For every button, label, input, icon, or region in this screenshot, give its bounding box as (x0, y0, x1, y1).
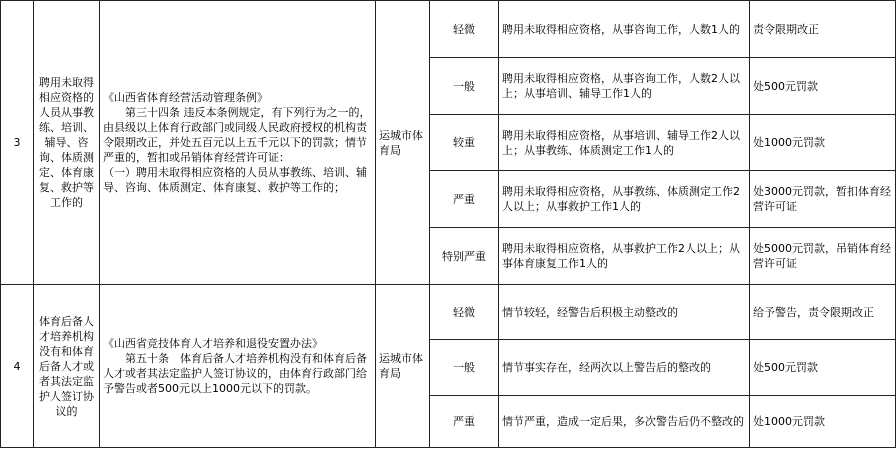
violation-situation: 情节严重，造成一定后果，多次警告后仍不整改的 (499, 396, 750, 448)
violation-level: 一般 (430, 58, 499, 115)
item-number: 3 (1, 1, 34, 285)
enforcement-org: 运城市体育局 (376, 285, 430, 448)
legal-basis (100, 1, 376, 285)
violation-level: 轻微 (430, 285, 499, 340)
violation-subject: 聘用未取得相应资格的人员从事教练、培训、辅导、咨询、体质测定、体育康复、救护等工作的 (34, 1, 100, 285)
violation-situation: 聘用未取得相应资格，从事咨询工作，人数2人以上；从事培训、辅导工作1人的 (499, 58, 750, 115)
violation-level: 轻微 (430, 1, 499, 58)
violation-situation: 聘用未取得相应资格，从事培训、辅导工作2人以上；从事教练、体质测定工作1人的 (499, 115, 750, 171)
enforcement-org: 运城市体育局 (376, 1, 430, 285)
violation-level: 严重 (430, 396, 499, 448)
violation-situation: 聘用未取得相应资格，从事救护工作2人以上；从事体育康复工作1人的 (499, 228, 750, 285)
violation-situation: 情节事实存在，经两次以上警告后的整改的 (499, 340, 750, 396)
penalty-standard: 处500元罚款 (750, 340, 896, 396)
penalty-standard: 处5000元罚款，吊销体育经营许可证 (750, 228, 896, 285)
penalty-standard: 处3000元罚款，暂扣体育经营许可证 (750, 171, 896, 228)
violation-level: 一般 (430, 340, 499, 396)
basis-article: 第五十条 体育后备人才培养机构没有和体育后备人才或者其法定监护人签订协议的，由体育行政部门给予警告或者500元以上1000元以下的罚款。 (103, 352, 367, 395)
violation-situation: 聘用未取得相应资格，从事教练、体质测定工作2人以上；从事救护工作1人的 (499, 171, 750, 228)
basis-article: 第三十四条 违反本条例规定，有下列行为之一的，由县级以上体育行政部门或同级人民政府授权的机构责令限期改正，并处五百元以上五千元以下的罚款；情节严重的，暂扣或吊销体育经营许可证： (103, 106, 371, 164)
basis-title: 《山西省体育经营活动管理条例》 (103, 91, 268, 104)
penalty-standard: 处1000元罚款 (750, 396, 896, 448)
penalty-standard: 处1000元罚款 (750, 115, 896, 171)
violation-situation: 聘用未取得相应资格，从事咨询工作，人数1人的 (499, 1, 750, 58)
table-row (1, 1, 896, 58)
penalty-standard: 给予警告，责令限期改正 (750, 285, 896, 340)
basis-clause: （一）聘用未取得相应资格的人员从事教练、培训、辅导、咨询、体质测定、体育康复、救护等工作的； (103, 166, 367, 194)
violation-level: 较重 (430, 115, 499, 171)
penalty-standard: 责令限期改正 (750, 1, 896, 58)
violation-situation: 情节较轻，经警告后积极主动整改的 (499, 285, 750, 340)
violation-subject: 体育后备人才培养机构没有和体育后备人才或者其法定监护人签订协议的 (34, 285, 100, 448)
item-number: 4 (1, 285, 34, 448)
violation-level: 严重 (430, 171, 499, 228)
penalty-standard: 处500元罚款 (750, 58, 896, 115)
table-row (1, 285, 896, 340)
basis-title: 《山西省竞技体育人才培养和退役安置办法》 (103, 337, 323, 350)
violation-level: 特别严重 (430, 228, 499, 285)
legal-basis (100, 285, 376, 448)
